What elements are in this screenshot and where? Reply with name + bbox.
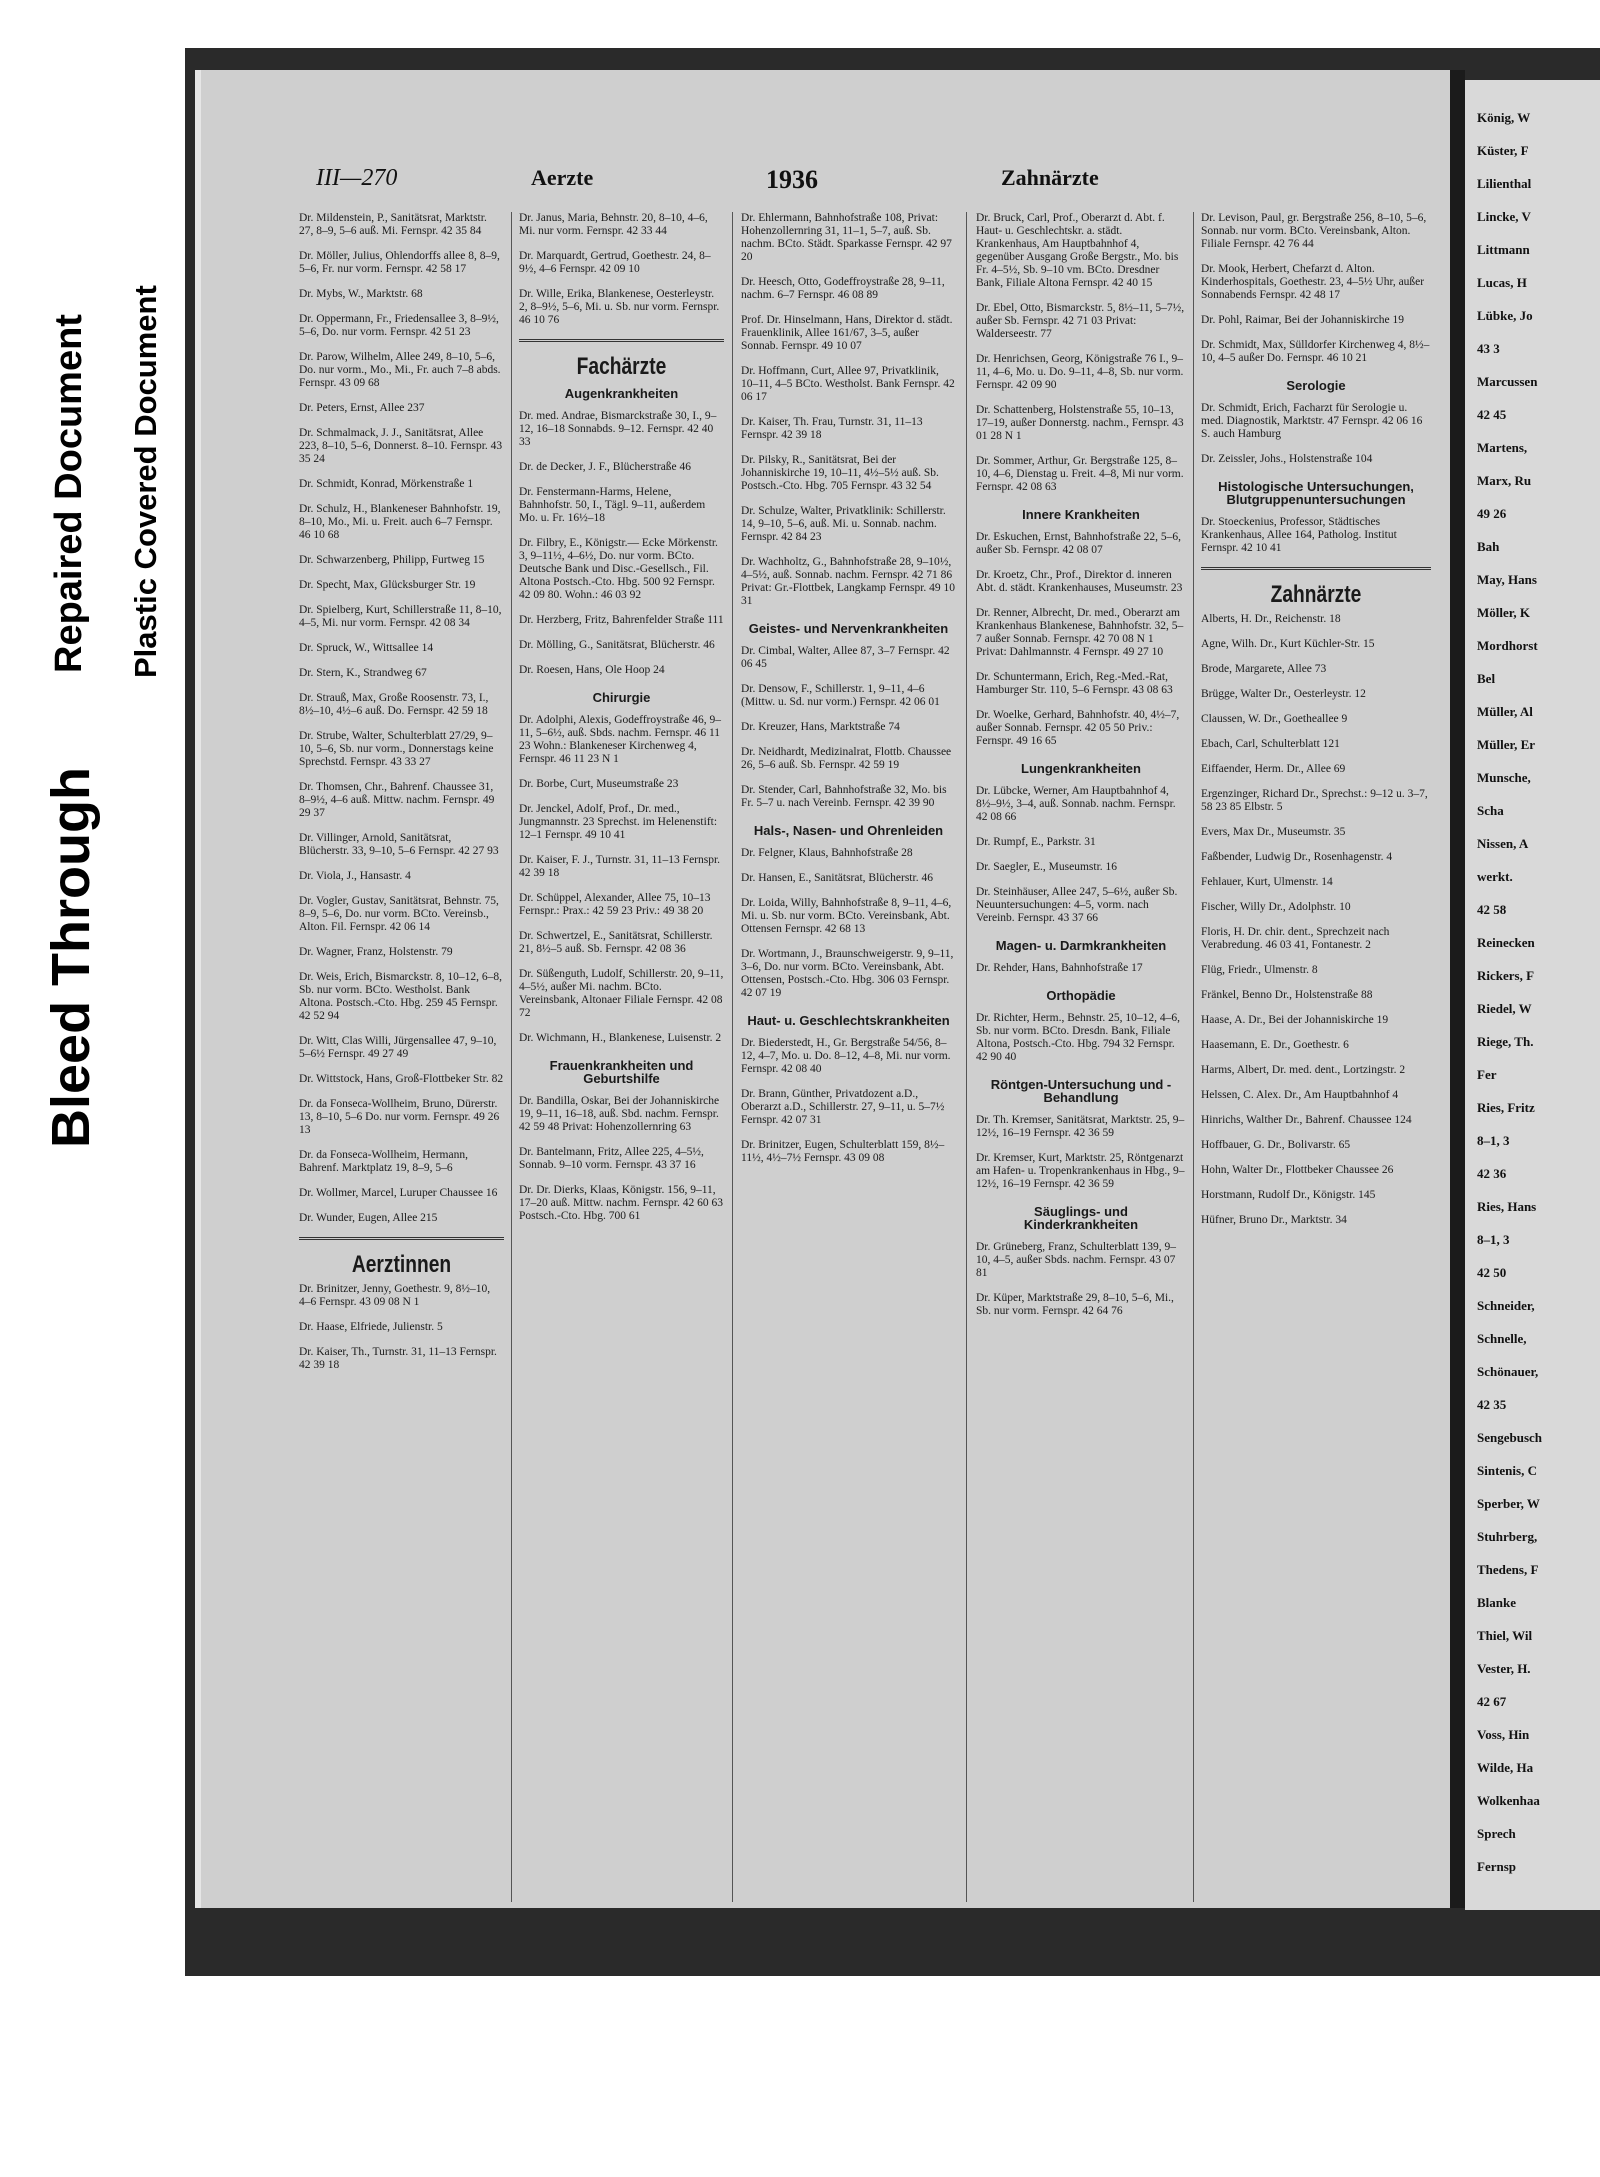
dentists-heading: Zahnärzte bbox=[1270, 581, 1362, 608]
directory-entry: Hoffbauer, G. Dr., Bolivarstr. 65 bbox=[1201, 1139, 1351, 1151]
section-rule bbox=[519, 339, 724, 342]
directory-entry: Dr. Dr. Dierks, Klaas, Königstr. 156, 9–11, 17–20 auß. Mittw. nachm. Fernspr. 42 60 63 Postsch.-Cto. Hbg. 700 61 bbox=[519, 1184, 724, 1222]
adjacent-entry-fragment: Riege, Th. bbox=[1477, 1034, 1534, 1049]
directory-entry: Dr. Schwertzel, E., Sanitätsrat, Schillerstr. 21, 8½–5 auß. Sb. Fernspr. 42 08 36 bbox=[519, 930, 713, 955]
page-header bbox=[316, 165, 1366, 205]
header-right-title: Zahnärzte bbox=[1001, 165, 1099, 190]
section-heading: Frauenkrankheiten und Geburtshilfe bbox=[549, 1058, 694, 1086]
adjacent-entry-fragment: Mordhorst bbox=[1477, 638, 1538, 653]
column-3 bbox=[741, 212, 956, 1902]
adjacent-entry-fragment: 8–1, 3 bbox=[1477, 1133, 1510, 1148]
header-year: 1936 bbox=[766, 165, 818, 194]
directory-entry: Dr. Schmidt, Konrad, Mörkenstraße 1 bbox=[299, 478, 474, 490]
plastic-covered-label: Plastic Covered Document bbox=[128, 285, 163, 678]
directory-entry: Dr. Woelke, Gerhard, Bahnhofstr. 40, 4½–7, außer Sonnab. Fernspr. 42 05 50 Priv.: Fernspr. 49 16 65 bbox=[976, 709, 1180, 747]
adjacent-entry-fragment: Lübke, Jo bbox=[1477, 308, 1533, 323]
directory-entry: Dr. Thomsen, Chr., Bahrenf. Chaussee 31, 8–9½, 4–6 auß. Mittw. nachm. Fernspr. 49 29 37 bbox=[299, 781, 495, 819]
section-heading: Serologie bbox=[1286, 378, 1346, 393]
directory-entry: Dr. Jenckel, Adolf, Prof., Dr. med., Jungmannstr. 23 Sprechst. im Helenenstift: 12–1 Fernspr. 49 10 41 bbox=[519, 803, 718, 841]
directory-entry: Dr. Bantelmann, Fritz, Allee 225, 4–5½, Sonnab. 9–10 vorm. Fernspr. 43 37 16 bbox=[519, 1146, 704, 1171]
directory-entry: Dr. Wittstock, Hans, Groß-Flottbeker Str. 82 bbox=[299, 1073, 504, 1085]
adjacent-entry-fragment: Möller, K bbox=[1477, 605, 1530, 620]
section-heading: Orthopädie bbox=[1046, 988, 1116, 1003]
directory-entry: Dr. Wunder, Eugen, Allee 215 bbox=[299, 1212, 438, 1224]
directory-entry: Dr. Wille, Erika, Blankenese, Oesterleystr. 2, 8–9½, 5–6, Mi. u. Sb. nur vorm. Fernspr. 46 10 76 bbox=[519, 288, 720, 326]
directory-entry: Dr. Vogler, Gustav, Sanitätsrat, Behnstr. 75, 8–9, 5–6, Do. nur vorm. BCto. Vereinsb., Alton. Fil. Fernspr. 42 06 14 bbox=[299, 895, 499, 933]
directory-entry: Dr. Borbe, Curt, Museumstraße 23 bbox=[519, 778, 679, 790]
column-2 bbox=[519, 212, 724, 1902]
directory-entry: Dr. Stender, Carl, Bahnhofstraße 32, Mo. bis Fr. 5–7 u. nach Vereinb. Fernspr. 42 39 90 bbox=[741, 784, 947, 809]
directory-entry: Dr. Kroetz, Chr., Prof., Direktor d. inneren Abt. d. städt. Krankenhauses, Museumstr. 23 bbox=[976, 569, 1183, 594]
directory-entry: Dr. da Fonseca-Wollheim, Bruno, Dürerstr. 13, 8–10, 5–6 Do. nur vorm. Fernspr. 49 26 13 bbox=[299, 1098, 500, 1136]
column-4 bbox=[976, 212, 1186, 1902]
adjacent-entry-fragment: Martens, bbox=[1477, 440, 1528, 455]
directory-entry: Floris, H. Dr. chir. dent., Sprechzeit nach Verabredung. 46 03 41, Fontanestr. 2 bbox=[1201, 926, 1390, 951]
directory-entry: Haasemann, E. Dr., Goethestr. 6 bbox=[1201, 1039, 1349, 1051]
directory-entry: Ergenzinger, Richard Dr., Sprechst.: 9–12 u. 3–7, 58 23 85 Elbstr. 5 bbox=[1201, 788, 1428, 813]
directory-entry: Eiffaender, Herm. Dr., Allee 69 bbox=[1201, 763, 1346, 775]
section-heading: Innere Krankheiten bbox=[1022, 507, 1140, 522]
directory-entry: Dr. Filbry, E., Königstr.— Ecke Mörkenstr. 3, 9–11½, 4–6½, Do. nur vorm. BCto. Deutsche Bank und Disc.-Gesellsch., Fil. Altona Postsch.-Cto. Hbg. 500 92 Fernspr. 42 09 80. Wohn.: 46 03 92 bbox=[519, 537, 718, 601]
section-heading: Hals-, Nasen- und Ohrenleiden bbox=[753, 823, 944, 838]
directory-entry: Dr. Grüneberg, Franz, Schulterblatt 139, 9–10, 4–5, außer Sbds. nachm. Fernspr. 43 07 81 bbox=[976, 1241, 1177, 1279]
adjacent-entry-fragment: Ries, Fritz bbox=[1477, 1100, 1535, 1115]
directory-entry: Dr. Peters, Ernst, Allee 237 bbox=[299, 402, 425, 414]
directory-entry: Dr. Th. Kremser, Sanitätsrat, Marktstr. 25, 9–12½, 16–19 Fernspr. 42 36 59 bbox=[976, 1114, 1185, 1139]
adjacent-entry-fragment: Lilienthal bbox=[1477, 176, 1532, 191]
directory-entry: Dr. Strauß, Max, Große Roosenstr. 73, I., 8½–10, 4½–6 auß. Do. Fernspr. 42 59 18 bbox=[299, 692, 489, 717]
section-heading: Röntgen-Untersuchung und -Behandlung bbox=[990, 1077, 1172, 1105]
adjacent-entry-fragment: Lucas, H bbox=[1477, 275, 1527, 290]
directory-entry: Dr. Pohl, Raimar, Bei der Johanniskirche 19 bbox=[1201, 314, 1404, 326]
directory-entry: Dr. Brann, Günther, Privatdozent a.D., Oberarzt a.D., Schillerstr. 27, 9–11, u. 5–7½ Fernspr. 42 07 31 bbox=[741, 1088, 945, 1126]
directory-entry: Dr. Sommer, Arthur, Gr. Bergstraße 125, 8–10, 4–6, Dienstag u. Freit. 4–8, Mi nur vorm. Fernspr. 42 08 63 bbox=[976, 455, 1184, 493]
directory-entry: Dr. Hansen, E., Sanitätsrat, Blücherstr. 46 bbox=[741, 872, 933, 884]
section-heading: Säuglings- und Kinderkrankheiten bbox=[1023, 1204, 1139, 1232]
directory-entry: Dr. Viola, J., Hansastr. 4 bbox=[299, 870, 411, 882]
adjacent-entry-fragment: Munsche, bbox=[1477, 770, 1531, 785]
column-divider bbox=[1193, 212, 1194, 1902]
adjacent-entry-fragment: Sintenis, C bbox=[1477, 1463, 1537, 1478]
directory-entry: Fränkel, Benno Dr., Holstenstraße 88 bbox=[1201, 989, 1373, 1001]
directory-entry: Dr. Wichmann, H., Blankenese, Luisenstr. 2 bbox=[519, 1032, 722, 1044]
directory-entry: Dr. Kreuzer, Hans, Marktstraße 74 bbox=[741, 721, 900, 733]
adjacent-entry-fragment: 42 36 bbox=[1477, 1166, 1507, 1181]
header-left-title: Aerzte bbox=[531, 165, 594, 190]
adjacent-entry-fragment: Blanke bbox=[1477, 1595, 1517, 1610]
section-heading: Lungenkrankheiten bbox=[1021, 761, 1141, 776]
adjacent-entry-fragment: 8–1, 3 bbox=[1477, 1232, 1510, 1247]
section-heading-large: Aerztinnen bbox=[351, 1251, 452, 1278]
directory-entry: Dr. Hoffmann, Curt, Allee 97, Privatklinik, 10–11, 4–5 BCto. Westholst. Bank Fernspr. 42 06 17 bbox=[741, 365, 955, 403]
adjacent-entry-fragment: 42 45 bbox=[1477, 407, 1507, 422]
directory-entry: Dr. Adolphi, Alexis, Godeffroystraße 46, 9–11, 5–6½, auß. Sbds. nachm. Fernspr. 46 11 23 Wohn.: Blankeneser Kirchenweg 4, Fernspr. 46 11 23 N 1 bbox=[519, 714, 721, 765]
directory-entry: Dr. Rehder, Hans, Bahnhofstraße 17 bbox=[976, 962, 1143, 974]
directory-entry: Dr. Mildenstein, P., Sanitätsrat, Marktstr. 27, 8–9, 5–6 auß. Mi. Fernspr. 42 35 84 bbox=[299, 212, 487, 237]
directory-entry: Dr. Pilsky, R., Sanitätsrat, Bei der Johanniskirche 19, 10–11, 4½–5½ auß. Sb. Postsch.-Cto. Hbg. 705 Fernspr. 43 32 54 bbox=[741, 454, 939, 492]
directory-entry: Dr. Schulze, Walter, Privatklinik: Schillerstr. 14, 9–10, 5–6, auß. Mi. u. Sonnab. nachm. Fernspr. 42 84 23 bbox=[741, 505, 946, 543]
page-binding bbox=[1450, 70, 1465, 1908]
directory-entry: Dr. Schulz, H., Blankeneser Bahnhofstr. 19, 8–10, Mo., Mi. u. Freit. auch 6–7 Fernspr. 46 10 68 bbox=[299, 503, 501, 541]
directory-entry: Dr. Zeissler, Johs., Holstenstraße 104 bbox=[1201, 453, 1373, 465]
adjacent-entry-fragment: Littmann bbox=[1477, 242, 1530, 257]
directory-entry: Brügge, Walter Dr., Oesterleystr. 12 bbox=[1201, 688, 1366, 700]
adjacent-entry-fragment: Ries, Hans bbox=[1477, 1199, 1537, 1214]
adjacent-entry-fragment: Schönauer, bbox=[1477, 1364, 1539, 1379]
directory-entry: Alberts, H. Dr., Reichenstr. 18 bbox=[1201, 613, 1341, 625]
directory-entry: Dr. Heesch, Otto, Godeffroystraße 28, 9–11, nachm. 6–7 Fernspr. 46 08 89 bbox=[741, 276, 945, 301]
directory-page bbox=[195, 70, 1456, 1908]
section-heading: Chirurgie bbox=[592, 690, 651, 705]
specialists-heading: Fachärzte bbox=[576, 353, 667, 380]
directory-entry: Dr. Süßenguth, Ludolf, Schillerstr. 20, 9–11, 4–5½, außer Mi. nachm. BCto. Vereinsbank, Altonaer Filiale Fernspr. 42 08 72 bbox=[519, 968, 724, 1019]
directory-entry: Dr. Neidhardt, Medizinalrat, Flottb. Chaussee 26, 5–6 auß. Sb. Fernspr. 42 59 19 bbox=[741, 746, 952, 771]
adjacent-entry-fragment: Schneider, bbox=[1477, 1298, 1535, 1313]
adjacent-entry-fragment: 42 35 bbox=[1477, 1397, 1507, 1412]
directory-entry: Dr. Schwarzenberg, Philipp, Furtweg 15 bbox=[299, 554, 485, 566]
directory-entry: Dr. Mook, Herbert, Chefarzt d. Alton. Kinderhospitals, Goethestr. 23, 4–5½ Uhr, außer Sonnabends Fernspr. 42 48 17 bbox=[1201, 263, 1425, 301]
directory-entry: Dr. Steinhäuser, Allee 247, 5–6½, außer Sb. Neuuntersuchungen: 4–5, vorm. nach Vereinb. Fernspr. 43 37 66 bbox=[976, 886, 1178, 924]
directory-entry: Dr. Wachholtz, G., Bahnhofstraße 28, 9–10½, 4–5½, auß. Sonnab. nachm. Fernspr. 42 71 86 Privat: Gr.-Flottbek, Langkamp Fernspr. 49 10 31 bbox=[741, 556, 956, 607]
directory-entry: Dr. Küper, Marktstraße 29, 8–10, 5–6, Mi., Sb. nur vorm. Fernspr. 42 64 76 bbox=[976, 1292, 1174, 1317]
directory-entry: Dr. Ebel, Otto, Bismarckstr. 5, 8½–11, 5–7½, außer Sb. Fernspr. 42 71 03 Privat: Walderseestr. 77 bbox=[976, 302, 1185, 340]
directory-entry: Dr. Bandilla, Oskar, Bei der Johanniskirche 19, 9–11, 16–18, auß. Sbd. nachm. Fernspr. 42 59 48 Privat: Hohenzollernring 63 bbox=[519, 1095, 720, 1133]
directory-entry: Dr. Mybs, W., Marktstr. 68 bbox=[299, 288, 423, 300]
directory-entry: Dr. Villinger, Arnold, Sanitätsrat, Blücherstr. 33, 9–10, 5–6 Fernspr. 42 27 93 bbox=[299, 832, 499, 857]
directory-entry: Dr. Wagner, Franz, Holstenstr. 79 bbox=[299, 946, 453, 958]
directory-entry: Dr. Schattenberg, Holstenstraße 55, 10–13, 17–19, außer Donnerstg. nachm., Fernspr. 43 01 28 N 1 bbox=[976, 404, 1184, 442]
adjacent-entry-fragment: Müller, Er bbox=[1477, 737, 1536, 752]
adjacent-entry-fragment: Küster, F bbox=[1477, 143, 1529, 158]
directory-entry: Dr. Cimbal, Walter, Allee 87, 3–7 Fernspr. 42 06 45 bbox=[741, 645, 950, 670]
directory-entry: Dr. da Fonseca-Wollheim, Hermann, Bahrenf. Marktplatz 19, 8–9, 5–6 bbox=[299, 1149, 468, 1174]
directory-entry: Dr. de Decker, J. F., Blücherstraße 46 bbox=[519, 461, 692, 473]
adjacent-entry-fragment: Bah bbox=[1477, 539, 1500, 554]
column-5 bbox=[1201, 212, 1431, 1902]
section-heading: Augenkrankheiten bbox=[564, 386, 679, 401]
adjacent-page-strip bbox=[1465, 80, 1600, 1910]
directory-entry: Dr. Herzberg, Fritz, Bahrenfelder Straße 111 bbox=[519, 614, 724, 626]
adjacent-entry-fragment: Schnelle, bbox=[1477, 1331, 1527, 1346]
directory-entry: Dr. Kaiser, F. J., Turnstr. 31, 11–13 Fernspr. 42 39 18 bbox=[519, 854, 721, 879]
adjacent-entry-fragment: Thiel, Wil bbox=[1477, 1628, 1533, 1643]
directory-entry: Evers, Max Dr., Museumstr. 35 bbox=[1201, 826, 1346, 838]
repaired-document-label: Repaired Document bbox=[48, 314, 90, 673]
directory-entry: Dr. Wortmann, J., Braunschweigerstr. 9, 9–11, 3–6, Do. nur vorm. BCto. Vereinsbank, Abt. Ottensen, Postsch.-Cto. Hbg. 306 03 Fernspr. 42 07 19 bbox=[741, 948, 954, 999]
adjacent-entry-fragment: 49 26 bbox=[1477, 506, 1507, 521]
directory-entry: Fischer, Willy Dr., Adolphstr. 10 bbox=[1201, 901, 1351, 913]
directory-entry: Dr. Mölling, G., Sanitätsrat, Blücherstr. 46 bbox=[519, 639, 715, 651]
adjacent-entry-fragment: Stuhrberg, bbox=[1477, 1529, 1538, 1544]
directory-entry: Dr. Schmidt, Max, Sülldorfer Kirchenweg 4, 8½–10, 4–5 außer Do. Fernspr. 46 10 21 bbox=[1201, 339, 1430, 364]
directory-entry: Dr. Oppermann, Fr., Friedensallee 3, 8–9½, 5–6, Do. nur vorm. Fernspr. 42 51 23 bbox=[299, 313, 499, 338]
directory-entry: Brode, Margarete, Allee 73 bbox=[1201, 663, 1327, 675]
adjacent-entry-fragment: 42 50 bbox=[1477, 1265, 1507, 1280]
adjacent-entry-fragment: Wolkenhaa bbox=[1477, 1793, 1540, 1808]
directory-entry: Dr. Schüppel, Alexander, Allee 75, 10–13 Fernspr.: Prax.: 42 59 23 Priv.: 49 38 20 bbox=[519, 892, 711, 917]
page-number: III—270 bbox=[316, 165, 398, 191]
directory-entry: Hüfner, Bruno Dr., Marktstr. 34 bbox=[1201, 1214, 1347, 1226]
directory-entry: Dr. Kremser, Kurt, Marktstr. 25, Röntgenarzt am Hafen- u. Tropenkrankenhaus in Hbg., 9–12½, 16–19 Fernspr. 42 36 59 bbox=[976, 1152, 1185, 1190]
directory-entry: Haase, A. Dr., Bei der Johanniskirche 19 bbox=[1201, 1014, 1389, 1026]
directory-entry: Dr. Richter, Herm., Behnstr. 25, 10–12, 4–6, Sb. nur vorm. BCto. Dresdn. Bank, Filiale Altona, Postsch.-Cto. Hbg. 794 32 Fernspr. 42 90 40 bbox=[976, 1012, 1180, 1063]
adjacent-entry-fragment: Wilde, Ha bbox=[1477, 1760, 1534, 1775]
directory-entry: Dr. Renner, Albrecht, Dr. med., Oberarzt am Krankenhaus Blankenese, Bahnhofstr. 32, 5–7 außer Sonnab. Fernspr. 42 70 08 N 1 Privat: Dahlmannstr. 4 Fernspr. 49 27 10 bbox=[976, 607, 1184, 658]
directory-entry: Dr. Ehlermann, Bahnhofstraße 108, Privat: Hohenzollernring 31, 11–1, 5–7, auß. Sb. nachm. BCto. Städt. Sparkasse Fernspr. 42 97 20 bbox=[741, 212, 952, 263]
adjacent-entry-fragment: Marcussen bbox=[1477, 374, 1538, 389]
adjacent-entry-fragment: Reinecken bbox=[1477, 935, 1535, 950]
directory-entry: Dr. Janus, Maria, Behnstr. 20, 8–10, 4–6, Mi. nur vorm. Fernspr. 42 33 44 bbox=[519, 212, 708, 237]
directory-entry: Hohn, Walter Dr., Flottbeker Chaussee 26 bbox=[1201, 1164, 1394, 1176]
section-heading: Haut- u. Geschlechtskrankheiten bbox=[747, 1013, 950, 1028]
adjacent-entry-fragment: May, Hans bbox=[1477, 572, 1537, 587]
directory-entry: Dr. Spruck, W., Wittsallee 14 bbox=[299, 642, 434, 654]
adjacent-entry-fragment: Voss, Hin bbox=[1477, 1727, 1530, 1742]
directory-entry: Dr. Schmalmack, J. J., Sanitätsrat, Allee 223, 8–10, 5–6, Donnerst. 8–10. Fernspr. 43 35 24 bbox=[299, 427, 503, 465]
directory-entry: Dr. Schmidt, Erich, Facharzt für Serologie u. med. Diagnostik, Marktstr. 47 Fernspr. 42 06 16 S. auch Hamburg bbox=[1201, 402, 1423, 440]
adjacent-entry-fragment: Sprech bbox=[1477, 1826, 1516, 1841]
directory-entry: Dr. Felgner, Klaus, Bahnhofstraße 28 bbox=[741, 847, 913, 859]
directory-entry: Dr. Wollmer, Marcel, Luruper Chaussee 16 bbox=[299, 1187, 498, 1199]
column-divider bbox=[966, 212, 967, 1902]
section-heading: Geistes- und Nervenkrankheiten bbox=[748, 621, 949, 636]
directory-entry: Dr. Spielberg, Kurt, Schillerstraße 11, 8–10, 4–5, Mi. nur vorm. Fernspr. 42 08 34 bbox=[299, 604, 502, 629]
adjacent-entry-fragment: Sperber, W bbox=[1477, 1496, 1540, 1511]
directory-entry: Dr. med. Andrae, Bismarckstraße 30, I., 9–12, 16–18 Sonnabds. 9–12. Fernspr. 42 40 33 bbox=[519, 410, 717, 448]
adjacent-entry-fragment: Sengebusch bbox=[1477, 1430, 1543, 1445]
directory-entry: Dr. Kaiser, Th., Turnstr. 31, 11–13 Fernspr. 42 39 18 bbox=[299, 1346, 497, 1371]
directory-entry: Faßbender, Ludwig Dr., Rosenhagenstr. 4 bbox=[1201, 851, 1393, 863]
directory-entry: Dr. Fenstermann-Harms, Helene, Bahnhofstr. 50, I., Tägl. 9–11, außerdem Mo. u. Fr. 16½–18 bbox=[519, 486, 706, 524]
section-rule bbox=[1201, 567, 1431, 570]
directory-entry: Flüg, Friedr., Ulmenstr. 8 bbox=[1201, 964, 1318, 976]
adjacent-entry-fragment: Vester, H. bbox=[1477, 1661, 1531, 1676]
directory-entry: Dr. Brinitzer, Eugen, Schulterblatt 159, 8½–11½, 4½–7½ Fernspr. 43 09 08 bbox=[741, 1139, 945, 1164]
section-heading: Magen- u. Darmkrankheiten bbox=[995, 938, 1167, 953]
directory-entry: Dr. Henrichsen, Georg, Königstraße 76 I., 9–11, 4–6, Mo. u. Do. 9–11, 4–8, Sb. nur vorm. Fernspr. 42 09 90 bbox=[976, 353, 1184, 391]
column-divider bbox=[511, 212, 512, 1902]
directory-entry: Dr. Schuntermann, Erich, Reg.-Med.-Rat, Hamburger Str. 110, 5–6 Fernspr. 43 08 63 bbox=[976, 671, 1173, 696]
adjacent-entry-fragment: 43 3 bbox=[1477, 341, 1500, 356]
directory-entry: Horstmann, Rudolf Dr., Königstr. 145 bbox=[1201, 1189, 1376, 1201]
directory-entry: Dr. Saegler, E., Museumstr. 16 bbox=[976, 861, 1118, 873]
directory-entry: Dr. Levison, Paul, gr. Bergstraße 256, 8–10, 5–6, Sonnab. nur vorm. BCto. Vereinsbank, Alton. Filiale Fernspr. 42 76 44 bbox=[1201, 212, 1427, 250]
directory-entry: Dr. Specht, Max, Glücksburger Str. 19 bbox=[299, 579, 476, 591]
adjacent-entry-fragment: Bel bbox=[1477, 671, 1496, 686]
directory-entry: Dr. Biederstedt, H., Gr. Bergstraße 54/56, 8–12, 4–7, Mo. u. Do. 8–12, 4–8, Mi. nur vorm. Fernspr. 42 08 40 bbox=[741, 1037, 951, 1075]
directory-entry: Dr. Haase, Elfriede, Julienstr. 5 bbox=[299, 1321, 443, 1333]
directory-entry: Claussen, W. Dr., Goetheallee 9 bbox=[1201, 713, 1348, 725]
column-1 bbox=[299, 212, 504, 1902]
directory-entry: Dr. Strube, Walter, Schulterblatt 27/29, 9–10, 5–6, Sb. nur vorm., Donnerstags keine Sprechstd. Fernspr. 43 33 27 bbox=[299, 730, 494, 768]
directory-entry: Dr. Witt, Clas Willi, Jürgensallee 47, 9–10, 5–6½ Fernspr. 49 27 49 bbox=[299, 1035, 497, 1060]
directory-entry: Dr. Marquardt, Gertrud, Goethestr. 24, 8–9½, 4–6 Fernspr. 42 09 10 bbox=[519, 250, 711, 275]
directory-entry: Fehlauer, Kurt, Ulmenstr. 14 bbox=[1201, 876, 1333, 888]
adjacent-entry-fragment: Fer bbox=[1477, 1067, 1497, 1082]
directory-entry: Dr. Weis, Erich, Bismarckstr. 8, 10–12, 6–8, Sb. nur vorm. BCto. Westholst. Bank Altona. Postsch.-Cto. Hbg. 259 45 Fernspr. 42 52 94 bbox=[299, 971, 502, 1022]
adjacent-entry-fragment: Müller, Al bbox=[1477, 704, 1533, 719]
directory-entry: Dr. Möller, Julius, Ohlendorffs allee 8, 8–9, 5–6, Fr. nur vorm. Fernspr. 42 58 17 bbox=[299, 250, 500, 275]
adjacent-entry-fragment: Marx, Ru bbox=[1477, 473, 1532, 488]
adjacent-entry-fragment: Nissen, A bbox=[1477, 836, 1529, 851]
directory-entry: Agne, Wilh. Dr., Kurt Küchler-Str. 15 bbox=[1201, 638, 1375, 650]
directory-entry: Dr. Stern, K., Strandweg 67 bbox=[299, 667, 427, 679]
column-divider bbox=[732, 212, 733, 1902]
section-rule bbox=[299, 1237, 504, 1240]
directory-entry: Dr. Brinitzer, Jenny, Goethestr. 9, 8½–10, 4–6 Fernspr. 43 09 08 N 1 bbox=[299, 1283, 491, 1308]
adjacent-entry-fragment: 42 58 bbox=[1477, 902, 1507, 917]
bleed-through-label: Bleed Through bbox=[41, 767, 101, 1148]
directory-entry: Dr. Roesen, Hans, Ole Hoop 24 bbox=[519, 664, 665, 676]
adjacent-entry-fragment: Rickers, F bbox=[1477, 968, 1535, 983]
adjacent-entry-fragment: Scha bbox=[1477, 803, 1504, 818]
adjacent-entry-fragment: König, W bbox=[1477, 110, 1531, 125]
directory-entry: Dr. Lübcke, Werner, Am Hauptbahnhof 4, 8½–9½, 3–4, auß. Sonnab. nachm. Fernspr. 42 08 66 bbox=[976, 785, 1176, 823]
directory-entry: Dr. Kaiser, Th. Frau, Turnstr. 31, 11–13 Fernspr. 42 39 18 bbox=[741, 416, 923, 441]
directory-entry: Dr. Bruck, Carl, Prof., Oberarzt d. Abt. f. Haut- u. Geschlechtskr. a. städt. Krankenhaus, Am Hauptbahnhof 4, gegenüber Ausgang Große Bergstr., Mo. bis Fr. 4–5½, Sb. 9–10 vm. BCto. Dresdner Bank, Filiale Altona Fernspr. 42 40 15 bbox=[976, 212, 1179, 289]
directory-entry: Harms, Albert, Dr. med. dent., Lortzingstr. 2 bbox=[1201, 1064, 1406, 1076]
adjacent-entry-fragment: Thedens, F bbox=[1477, 1562, 1539, 1577]
directory-entry: Dr. Eskuchen, Ernst, Bahnhofstraße 22, 5–6, außer Sb. Fernspr. 42 08 07 bbox=[976, 531, 1182, 556]
directory-entry: Hinrichs, Walther Dr., Bahrenf. Chaussee 124 bbox=[1201, 1114, 1412, 1126]
adjacent-entry-fragment: 42 67 bbox=[1477, 1694, 1507, 1709]
directory-entry: Dr. Loida, Willy, Bahnhofstraße 8, 9–11, 4–6, Mi. u. Sb. nur vorm. BCto. Vereinsbank, Abt. Ottensen Fernspr. 42 68 13 bbox=[741, 897, 952, 935]
directory-entry: Ebach, Carl, Schulterblatt 121 bbox=[1201, 738, 1340, 750]
adjacent-entry-fragment: Lincke, V bbox=[1477, 209, 1531, 224]
directory-entry: Dr. Stoeckenius, Professor, Städtisches Krankenhaus, Allee 164, Patholog. Institut Fernspr. 42 10 41 bbox=[1201, 516, 1397, 554]
margin-area bbox=[0, 48, 185, 1976]
directory-entry: Dr. Rumpf, E., Parkstr. 31 bbox=[976, 836, 1096, 848]
adjacent-entry-fragment: Fernsp bbox=[1477, 1859, 1516, 1874]
directory-entry: Prof. Dr. Hinselmann, Hans, Direktor d. städt. Frauenklinik, Allee 161/67, 3–5, außer Sonnab. Fernspr. 49 10 07 bbox=[741, 314, 953, 352]
adjacent-entry-fragment: Riedel, W bbox=[1477, 1001, 1532, 1016]
directory-entry: Dr. Parow, Wilhelm, Allee 249, 8–10, 5–6, Do. nur vorm., Mo., Mi., Fr. auch 7–8 abds. Fernspr. 43 09 68 bbox=[299, 351, 501, 389]
section-heading: Histologische Untersuchungen, Blutgruppenuntersuchungen bbox=[1218, 479, 1414, 507]
directory-entry: Helssen, C. Alex. Dr., Am Hauptbahnhof 4 bbox=[1201, 1089, 1399, 1101]
adjacent-entry-fragment: werkt. bbox=[1477, 869, 1513, 884]
directory-entry: Dr. Densow, F., Schillerstr. 1, 9–11, 4–6 (Mittw. u. Sd. nur vorm.) Fernspr. 42 06 01 bbox=[741, 683, 940, 708]
